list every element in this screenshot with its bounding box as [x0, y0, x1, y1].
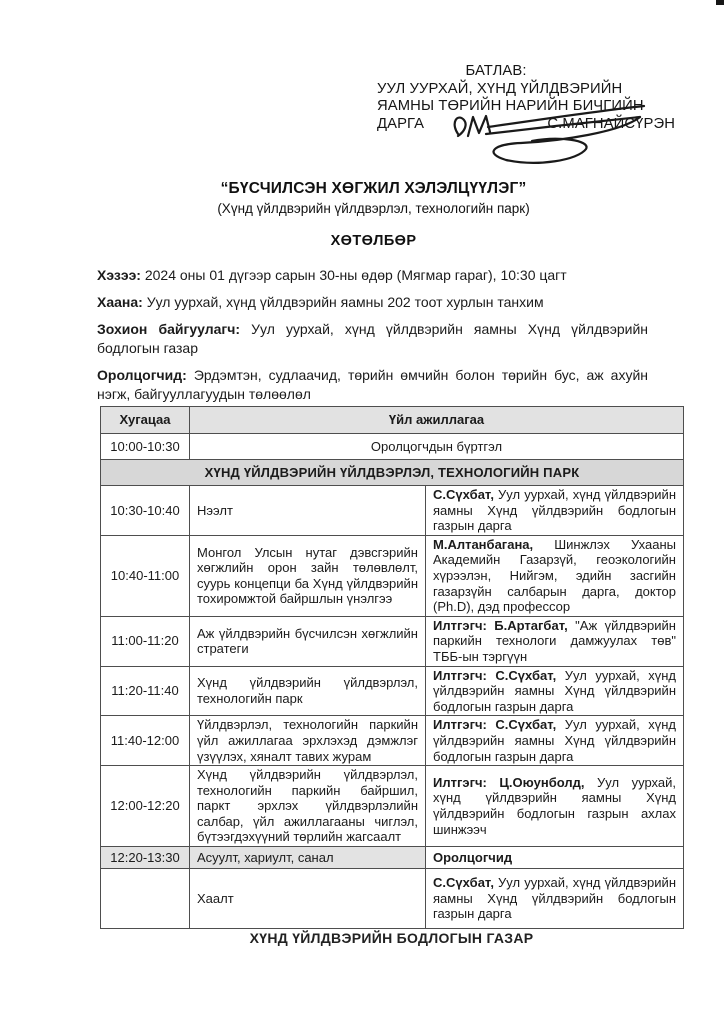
speaker-name: Илтгэгч: С.Сүхбат, — [433, 667, 557, 683]
scan-artifact-corner — [716, 0, 724, 5]
speaker-title: Уул уурхай, хүнд үйлдвэрийн яамны Хүнд үйлдвэрийн бодлогын газрын дарга — [433, 717, 676, 764]
detail-when-text: 2024 оны 01 дүгээр сарын 30-ны өдөр (Мягмар гараг), 10:30 цагт — [144, 267, 567, 283]
speaker-name: Илтгэгч: Б.Артагбат, — [433, 617, 568, 633]
detail-organizer-text: Уул уурхай, хүнд үйлдвэрийн яамны Хүнд үйлдвэрийн бодлогын газар — [97, 321, 649, 356]
time-cell: 11:00-11:20 — [101, 616, 190, 666]
document-subtitle: (Хүнд үйлдвэрийн үйлдвэрлэл, технологийн парк) — [217, 201, 530, 216]
speaker-name: Илтгэгч: Ц.Оюунболд, — [433, 774, 585, 790]
speaker-title: Уул уурхай, хүнд үйлдвэрийн яамны Хүнд үйлдвэрийн бодлогын газрын ахлах шинжээч — [433, 774, 676, 837]
time-cell — [101, 869, 190, 929]
activity-cell: Хүнд үйлдвэрийн үйлдвэрлэл, технологийн паркийн байршил, паркт эрхлэх үйлдвэрлэлийн салбар, үйл ажиллагааны чиглэл, бүтээгдэхүүний төрлийн жагсаалт — [190, 766, 426, 847]
table-header-row — [101, 407, 684, 434]
participants-cell: Оролцогчид — [426, 847, 684, 869]
activity-cell: Үйлдвэрлэл, технологийн паркийн үйл ажиллагаа эрхлэхэд дэмжлэг үзүүлэх, хяналт тавих журам — [190, 716, 426, 766]
section-title-cell: ХҮНД ҮЙЛДВЭРИЙН ҮЙЛДВЭРЛЭЛ, ТЕХНОЛОГИЙН ПАРК — [101, 460, 684, 486]
detail-organizer-label: Зохион байгуулагч: — [97, 321, 241, 337]
table-section-row — [101, 460, 684, 486]
speaker-title: "Аж үйлдвэрийн паркийн технологи дамжуулах төв" ТББ-ын тэргүүн — [433, 617, 676, 664]
speaker-cell — [426, 716, 684, 766]
approval-line-1: УУЛ УУРХАЙ, ХҮНД ҮЙЛДВЭРИЙН — [377, 80, 623, 97]
activity-cell: Оролцогчдын бүртгэл — [190, 434, 684, 460]
speaker-title: Уул уурхай, хүнд үйлдвэрийн яамны Хүнд үйлдвэрийн бодлогын газрын дарга — [433, 667, 676, 714]
activity-cell: Монгол Улсын нутаг дэвсгэрийн хөгжлийн орон зайн төлөвлөлт, суурь концепци ба Хүнд үйлдвэрийн тохиромжтой байршлын үнэлгээ — [190, 535, 426, 616]
speaker-name: М.Алтанбагана, — [433, 536, 534, 552]
signature-scribble — [436, 96, 654, 170]
activity-cell: Аж үйлдвэрийн бүсчилсэн хөгжлийн стратеги — [190, 616, 426, 666]
table-row-session — [101, 486, 684, 536]
time-cell: 10:40-11:00 — [101, 535, 190, 616]
speaker-cell — [426, 486, 684, 536]
approval-signer-name: С.МАГНАЙСҮРЭН — [547, 115, 675, 132]
activity-cell: Асуулт, хариулт, санал — [190, 847, 426, 869]
approval-label: БАТЛАВ: — [465, 63, 527, 79]
table-row-session — [101, 616, 684, 666]
document-title: “БҮСЧИЛСЭН ХӨГЖИЛ ХЭЛЭЛЦҮҮЛЭГ” — [220, 180, 527, 197]
time-cell: 12:00-12:20 — [101, 766, 190, 847]
time-cell: 11:20-11:40 — [101, 666, 190, 716]
table-row-qa — [101, 847, 684, 869]
table-row-session — [101, 766, 684, 847]
speaker-cell — [426, 616, 684, 666]
program-heading: ХӨТӨЛБӨР — [330, 233, 417, 249]
speaker-title: Уул уурхай, хүнд үйлдвэрийн яамны Хүнд үйлдвэрийн бодлогын газрын дарга — [433, 875, 676, 922]
detail-participants-label: Оролцогчид: — [97, 367, 187, 383]
detail-participants — [97, 366, 648, 404]
speaker-cell — [426, 535, 684, 616]
activity-cell: Нээлт — [190, 486, 426, 536]
activity-cell: Хаалт — [190, 869, 426, 929]
time-cell: 11:40-12:00 — [101, 716, 190, 766]
speaker-cell — [426, 766, 684, 847]
table-row-registration — [101, 434, 684, 460]
approval-position: ДАРГА — [377, 115, 425, 132]
footer-org-name: ХҮНД ҮЙЛДВЭРИЙН БОДЛОГЫН ГАЗАР — [249, 930, 534, 946]
speaker-title: Шинжлэх Ухааны Академийн Газарзүй, геоэкологийн хүрээлэн, Нийгэм, эдийн засгийн газарзүйн салбарын дарга, доктор (Ph.D), дэд профессор — [433, 536, 676, 615]
approval-line-2: ЯАМНЫ ТӨРИЙН НАРИЙН БИЧГИЙН — [377, 98, 644, 115]
detail-organizer — [97, 320, 648, 358]
detail-where-label: Хаана: — [97, 294, 143, 310]
speaker-cell — [426, 666, 684, 716]
header-time-cell: Хугацаа — [101, 407, 190, 434]
speaker-title: Уул уурхай, хүнд үйлдвэрийн яамны Хүнд үйлдвэрийн бодлогын газрын дарга — [433, 487, 676, 534]
speaker-cell — [426, 869, 684, 929]
table-row-session — [101, 535, 684, 616]
time-cell: 10:30-10:40 — [101, 486, 190, 536]
detail-when-label: Хэзээ: — [97, 267, 141, 283]
details-block — [97, 266, 648, 412]
activity-cell: Хүнд үйлдвэрийн үйлдвэрлэл, технологийн парк — [190, 666, 426, 716]
header-activity-cell: Үйл ажиллагаа — [190, 407, 684, 434]
table-row-session — [101, 716, 684, 766]
detail-when — [97, 266, 648, 285]
table-row-session — [101, 666, 684, 716]
speaker-name: Илтгэгч: С.Сүхбат, — [433, 717, 557, 733]
detail-where-text: Уул уурхай, хүнд үйлдвэрийн яамны 202 тоот хурлын танхим — [146, 294, 544, 310]
detail-participants-text: Эрдэмтэн, судлаачид, төрийн өмчийн болон төрийн бус, аж ахуйн нэгж, байгууллагуудын төлөөлөл — [97, 367, 649, 402]
agenda-table — [100, 406, 684, 929]
speaker-name: С.Сүхбат, — [433, 875, 494, 891]
heading-block — [97, 180, 650, 249]
time-cell: 12:20-13:30 — [101, 847, 190, 869]
time-cell: 10:00-10:30 — [101, 434, 190, 460]
speaker-name: С.Сүхбат, — [433, 487, 494, 502]
table-row-closing — [101, 869, 684, 929]
detail-where — [97, 293, 648, 312]
